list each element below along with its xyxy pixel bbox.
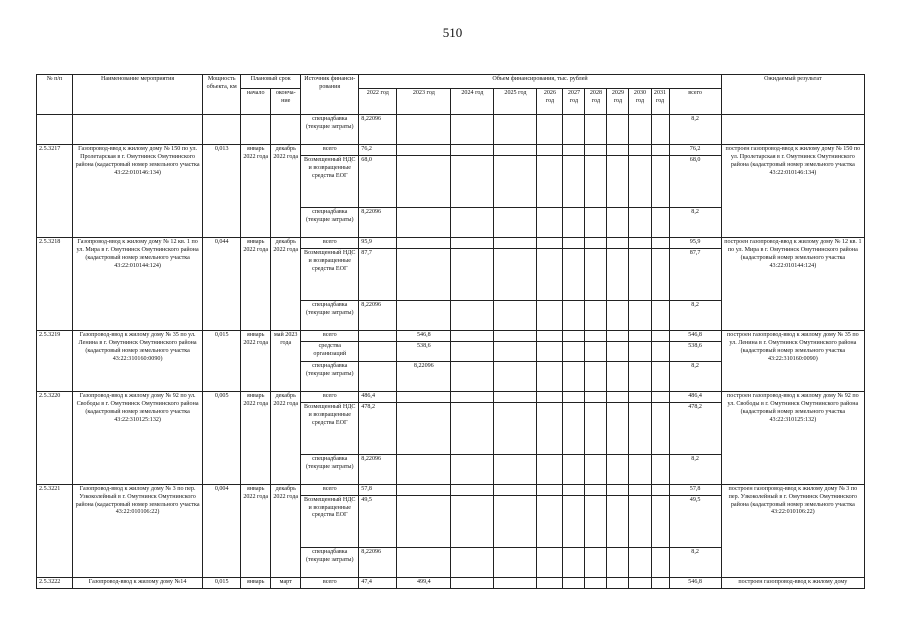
- row-name: Газопровод-ввод к жилому дому № 12 кв. 1 по ул. Мира в г. Омутнинск Омутнинского района (кадастровый номер земельного участка 43:22:010144:124): [73, 237, 203, 330]
- header-year: 2027 год: [563, 89, 585, 115]
- row-end: декабрь 2022 года: [271, 391, 301, 484]
- header-num: № п/п: [37, 75, 73, 115]
- row-result: построен газопровод-ввод к жилому дому № 150 по ул. Пролетарская в г. Омутнинск Омутнинского района (кадастровый номер земельного участка 43:22:010146:134): [721, 145, 864, 238]
- row-start: январь: [241, 577, 271, 588]
- value-total: 8,2: [669, 300, 721, 330]
- table-row: [37, 484, 865, 495]
- header-total: всего: [669, 89, 721, 115]
- value-total: 87,7: [669, 248, 721, 300]
- source-cell: Возмещенный НДС и возвращенные средства ЕОГ: [301, 402, 359, 454]
- source-cell: спецнадбавка (текущие затраты): [301, 300, 359, 330]
- row-start: январь 2022 года: [241, 391, 271, 484]
- value-2022: 8,22096: [359, 454, 397, 484]
- value-2022: 87,7: [359, 248, 397, 300]
- value-total: 49,5: [669, 495, 721, 547]
- value-total: 8,2: [669, 115, 721, 145]
- source-cell: всего: [301, 145, 359, 156]
- row-name: Газопровод-ввод к жилому дому №14: [73, 577, 203, 588]
- value-2022: 68,0: [359, 155, 397, 207]
- row-end: май 2023 года: [271, 330, 301, 391]
- value-total: 95,9: [669, 237, 721, 248]
- row-result: построен газопровод-ввод к жилому дому № 12 кв. 1 по ул. Мира в г. Омутнинск Омутнинского района (кадастровый номер земельного участка 43:22:010144:124): [721, 237, 864, 330]
- value-total: 486,4: [669, 391, 721, 402]
- value-2022: 47,4: [359, 577, 397, 588]
- source-cell: всего: [301, 330, 359, 341]
- value-2022: 486,4: [359, 391, 397, 402]
- value-total: 57,8: [669, 484, 721, 495]
- row-start: январь 2022 года: [241, 237, 271, 330]
- value-2022: 8,22096: [359, 207, 397, 237]
- row-power: 0,015: [203, 330, 241, 391]
- row-name: Газопровод-ввод к жилому дому № 92 по ул. Свободы в г. Омутнинск Омутнинского района (кадастровый номер земельного участка 43:22:310125:132): [73, 391, 203, 484]
- header-source: Источник финанси-рования: [301, 75, 359, 115]
- value-2023: 546,8: [397, 330, 451, 341]
- value-total: 8,2: [669, 547, 721, 577]
- value-total: 538,6: [669, 341, 721, 361]
- value-2022: 49,5: [359, 495, 397, 547]
- header-year: 2026 год: [537, 89, 563, 115]
- row-name: Газопровод-ввод к жилому дому № 3 по пер. Узкоколейный в г. Омутнинск Омутнинского района (кадастровый номер земельного участка 43:22:010106:22): [73, 484, 203, 577]
- row-name: Газопровод-ввод к жилому дому № 150 по ул. Пролетарская в г. Омутнинск Омутнинского района (кадастровый номер земельного участка 43:22:010146:134): [73, 145, 203, 238]
- value-total: 68,0: [669, 155, 721, 207]
- page-number: 510: [442, 25, 463, 40]
- row-num: 2.5.3221: [37, 484, 73, 577]
- row-end: декабрь 2022 года: [271, 484, 301, 577]
- table-row: [37, 391, 865, 402]
- value-2022: 57,8: [359, 484, 397, 495]
- row-start: январь 2022 года: [241, 330, 271, 391]
- table-row: [37, 145, 865, 156]
- source-cell: средства организаций: [301, 341, 359, 361]
- source-cell: Возмещенный НДС и возвращенные средства ЕОГ: [301, 495, 359, 547]
- row-result: построен газопровод-ввод к жилому дому № 3 по пер. Узкоколейный в г. Омутнинск Омутнинского района (кадастровый номер земельного участка 43:22:010106:22): [721, 484, 864, 577]
- value-total: 8,2: [669, 361, 721, 391]
- row-name: Газопровод-ввод к жилому дому № 35 по ул. Ленина в г. Омутнинск Омутнинского района (кадастровый номер земельного участка 43:22:310160:0090): [73, 330, 203, 391]
- row-result: построен газопровод-ввод к жилому дому № 35 по ул. Ленина в г. Омутнинск Омутнинского района (кадастровый номер земельного участка 43:22:310160:0090): [721, 330, 864, 391]
- header-year: 2031 год: [651, 89, 669, 115]
- source-cell: спецнадбавка (текущие затраты): [301, 547, 359, 577]
- table-row: [37, 577, 865, 588]
- value-total: 546,8: [669, 330, 721, 341]
- value-2023: 538,6: [397, 341, 451, 361]
- row-power: 0,015: [203, 577, 241, 588]
- value-total: 546,8: [669, 577, 721, 588]
- row-result: построен газопровод-ввод к жилому дому: [721, 577, 864, 588]
- header-year: 2024 год: [451, 89, 494, 115]
- row-end: декабрь 2022 года: [271, 237, 301, 330]
- value-2022: 8,22096: [359, 547, 397, 577]
- row-num: 2.5.3218: [37, 237, 73, 330]
- row-num: 2.5.3217: [37, 145, 73, 238]
- header-power: Мощность объекта, км: [203, 75, 241, 115]
- table-header: [37, 75, 865, 115]
- value-2022: 8,22096: [359, 115, 397, 145]
- header-result: Ожидаемый результат: [721, 75, 864, 115]
- table-row: [37, 115, 865, 145]
- source-cell: всего: [301, 391, 359, 402]
- row-result: построен газопровод-ввод к жилому дому № 92 по ул. Свободы в г. Омутнинск Омутнинского района (кадастровый номер земельного участка 43:22:310125:132): [721, 391, 864, 484]
- value-2022: 76,2: [359, 145, 397, 156]
- header-year: 2023 год: [397, 89, 451, 115]
- value-2022: 95,9: [359, 237, 397, 248]
- value-total: 8,2: [669, 207, 721, 237]
- row-end: декабрь 2022 года: [271, 145, 301, 238]
- header-year: 2022 год: [359, 89, 397, 115]
- header-year: 2025 год: [494, 89, 537, 115]
- source-cell: спецнадбавка (текущие затраты): [301, 454, 359, 484]
- source-cell: всего: [301, 484, 359, 495]
- row-num: 2.5.3222: [37, 577, 73, 588]
- row-start: январь 2022 года: [241, 145, 271, 238]
- header-period: Плановый срок: [241, 75, 301, 89]
- row-start: январь 2022 года: [241, 484, 271, 577]
- header-year: 2028 год: [585, 89, 607, 115]
- row-end: март: [271, 577, 301, 588]
- row-power: 0,005: [203, 391, 241, 484]
- table-row: [37, 330, 865, 341]
- row-num: 2.5.3219: [37, 330, 73, 391]
- source-cell: спецнадбавка (текущие затраты): [301, 361, 359, 391]
- header-start: начало: [241, 89, 271, 115]
- source-cell: всего: [301, 577, 359, 588]
- row-num: 2.5.3220: [37, 391, 73, 484]
- source-cell: всего: [301, 237, 359, 248]
- value-total: 478,2: [669, 402, 721, 454]
- source-cell: спецнадбавка (текущие затраты): [301, 115, 359, 145]
- row-power: 0,044: [203, 237, 241, 330]
- header-year: 2030 год: [629, 89, 651, 115]
- table-row: [37, 237, 865, 248]
- value-2023: 499,4: [397, 577, 451, 588]
- source-cell: Возмещенный НДС и возвращенные средства ЕОГ: [301, 155, 359, 207]
- financing-table: [36, 74, 865, 589]
- header-end: оконча-ние: [271, 89, 301, 115]
- value-2023: 8,22096: [397, 361, 451, 391]
- source-cell: спецнадбавка (текущие затраты): [301, 207, 359, 237]
- value-2022: 478,2: [359, 402, 397, 454]
- value-2022: 8,22096: [359, 300, 397, 330]
- source-cell: Возмещенный НДС и возвращенные средства ЕОГ: [301, 248, 359, 300]
- header-volume: Объем финансирования, тыс. рублей: [359, 75, 721, 89]
- header-name: Наименование мероприятия: [73, 75, 203, 115]
- row-power: 0,013: [203, 145, 241, 238]
- header-year: 2029 год: [607, 89, 629, 115]
- row-power: 0,004: [203, 484, 241, 577]
- value-total: 8,2: [669, 454, 721, 484]
- value-total: 76,2: [669, 145, 721, 156]
